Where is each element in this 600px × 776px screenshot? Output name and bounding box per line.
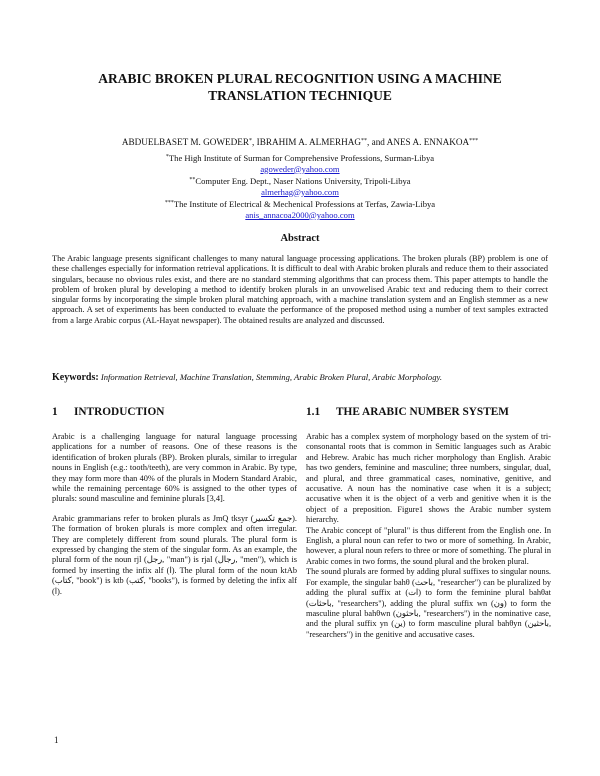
paragraph: Arabic is a challenging language for natural language processing applications for a number of reasons. One of these reasons is the identification of broken plurals (BP). Broken plurals, similar to irregular nouns in English (e.g.: tooth/teeth), are very common in Arabic. By type, they may form more than 40% of the plurals in Modern Standard Arabic, while the remaining percentage 60% is assigned to the other types of plurals: sound masculine and feminine plurals [3,4]. bbox=[52, 432, 297, 504]
abstract-heading: Abstract bbox=[280, 233, 320, 244]
affiliation bbox=[40, 176, 560, 197]
affiliation bbox=[40, 153, 560, 174]
abstract-body: The Arabic language presents significant challenges to many natural language processing applications. The broken plurals (BP) problem is one of these challenges especially for information retrieval applications. It is difficult to deal with Arabic broken plurals and reduce them to their associated singulars, because no obvious rules exist, and there are no standard stemming algorithms that can process them. This paper attempts to handle the problem of broken plural by developing a method to identify broken plurals in an unvowelised Arabic text and reducing them to their correct singular forms by incorporating the simple broken plural matching approach, with a machine translation system and an English stemmer as a new approach. A set of experiments has been conducted to evaluate the performance of the proposed method using a number of text samples extracted from a large Arabic corpus (AL-Hayat newspaper). The obtained results are analyzed and discussed. bbox=[52, 254, 548, 325]
section-title: INTRODUCTION bbox=[74, 406, 165, 418]
author-mark: ** bbox=[361, 138, 368, 144]
affiliation-text: The Institute of Electrical & Mechenical Professions at Terfas, Zawia-Libya bbox=[173, 199, 436, 209]
page-number: 1 bbox=[54, 735, 59, 745]
affiliation-email[interactable]: agoweder@yahoo.com bbox=[260, 163, 340, 174]
paragraph: The sound plurals are formed by adding plural suffixes to singular nouns. For example, the singular bahθ (باحث, "researcher") can be pluralized by adding the plural suffix at (ات) to form the feminine plural bahθat (باحثات, "researchers"), adding the plural suffix wn (ون) to form the masculine plural bahθwn (باحثون, "researchers") in the nominative case, and the plural suffix yn (ين) to form masculine plural bahθyn (باحثين, "researchers") in the genitive and accusative cases. bbox=[306, 567, 552, 639]
section-heading-number-system bbox=[306, 406, 509, 418]
paragraph: The Arabic concept of "plural" is thus different from the English one. In English, a plural noun can refer to two or more of something. In Arabic, however, a plural noun refers to three or more of something. The plural in Arabic comes in two forms, the sound plural and the broken plural. bbox=[306, 525, 551, 566]
affiliation-mark: * bbox=[165, 154, 169, 160]
affiliation-email[interactable]: anis_annacoa2000@yahoo.com bbox=[245, 209, 355, 220]
right-column bbox=[306, 432, 551, 640]
section-title: THE ARABIC NUMBER SYSTEM bbox=[336, 406, 509, 418]
section-heading-introduction bbox=[52, 406, 164, 418]
keywords-label: Keywords: bbox=[52, 372, 99, 383]
affiliation-mark: ** bbox=[189, 177, 196, 183]
section-number: 1.1 bbox=[306, 406, 321, 418]
left-column bbox=[52, 432, 297, 606]
author-list: ABDUELBASET M. GOWEDER*, IBRAHIM A. ALMERHAG**, and ANES A. ENNAKOA*** bbox=[121, 137, 479, 147]
paragraph: Arabic grammarians refer to broken plurals as JmQ tksyr (جمع تكسير). The formation of broken plurals is more complex and often irregular. They are completely different from sound plurals. The plural form is expressed by changing the stem of the singular form. As an example, the plural form of the noun rjl (رجل, "man") is rjal (رجال, "men"), which is formed by inserting the infix alf (ا). The plural form of the noun ktAb (كتاب, "book") is ktb (كتب, "books"), is formed by deleting the infix alf (ا). bbox=[52, 513, 298, 596]
affiliation-mark: *** bbox=[164, 200, 174, 206]
author-name: and ANES A. ENNAKOA bbox=[371, 137, 470, 147]
affiliation-email[interactable]: almerhag@yahoo.com bbox=[261, 186, 339, 197]
author-name: IBRAHIM A. ALMERHAG bbox=[256, 137, 362, 147]
affiliation-text: The High Institute of Surman for Comprehensive Professions, Surman-Libya bbox=[168, 153, 435, 163]
author-name: ABDUELBASET M. GOWEDER bbox=[121, 137, 250, 147]
keywords bbox=[52, 372, 562, 383]
paragraph: Arabic has a complex system of morphology based on the system of tri-consonantal roots that is common in Semitic languages such as Arabic and Hebrew. Arabic has much richer morphology than English. Arabic has two genders, feminine and masculine; three numbers, singular, dual, and plural, and three grammatical cases, nominative, genitive, and accusative. A noun has the nominative case when it is a subject; accusative when it is the object of a verb and genitive when it is the object of a preposition. Figure1 shows the Arabic number system hierarchy. bbox=[306, 432, 551, 525]
affiliation-text: Computer Eng. Dept., Naser Nations University, Tripoli-Libya bbox=[195, 176, 411, 186]
paper-title: ARABIC BROKEN PLURAL RECOGNITION USING A MACHINE TRANSLATION TECHNIQUE bbox=[98, 71, 502, 103]
author-mark: *** bbox=[469, 138, 479, 144]
author-mark: * bbox=[249, 138, 253, 144]
section-number: 1 bbox=[52, 406, 58, 418]
keywords-text: Information Retrieval, Machine Translation, Stemming, Arabic Broken Plural, Arabic Morphology. bbox=[100, 372, 443, 382]
affiliation bbox=[40, 199, 560, 220]
